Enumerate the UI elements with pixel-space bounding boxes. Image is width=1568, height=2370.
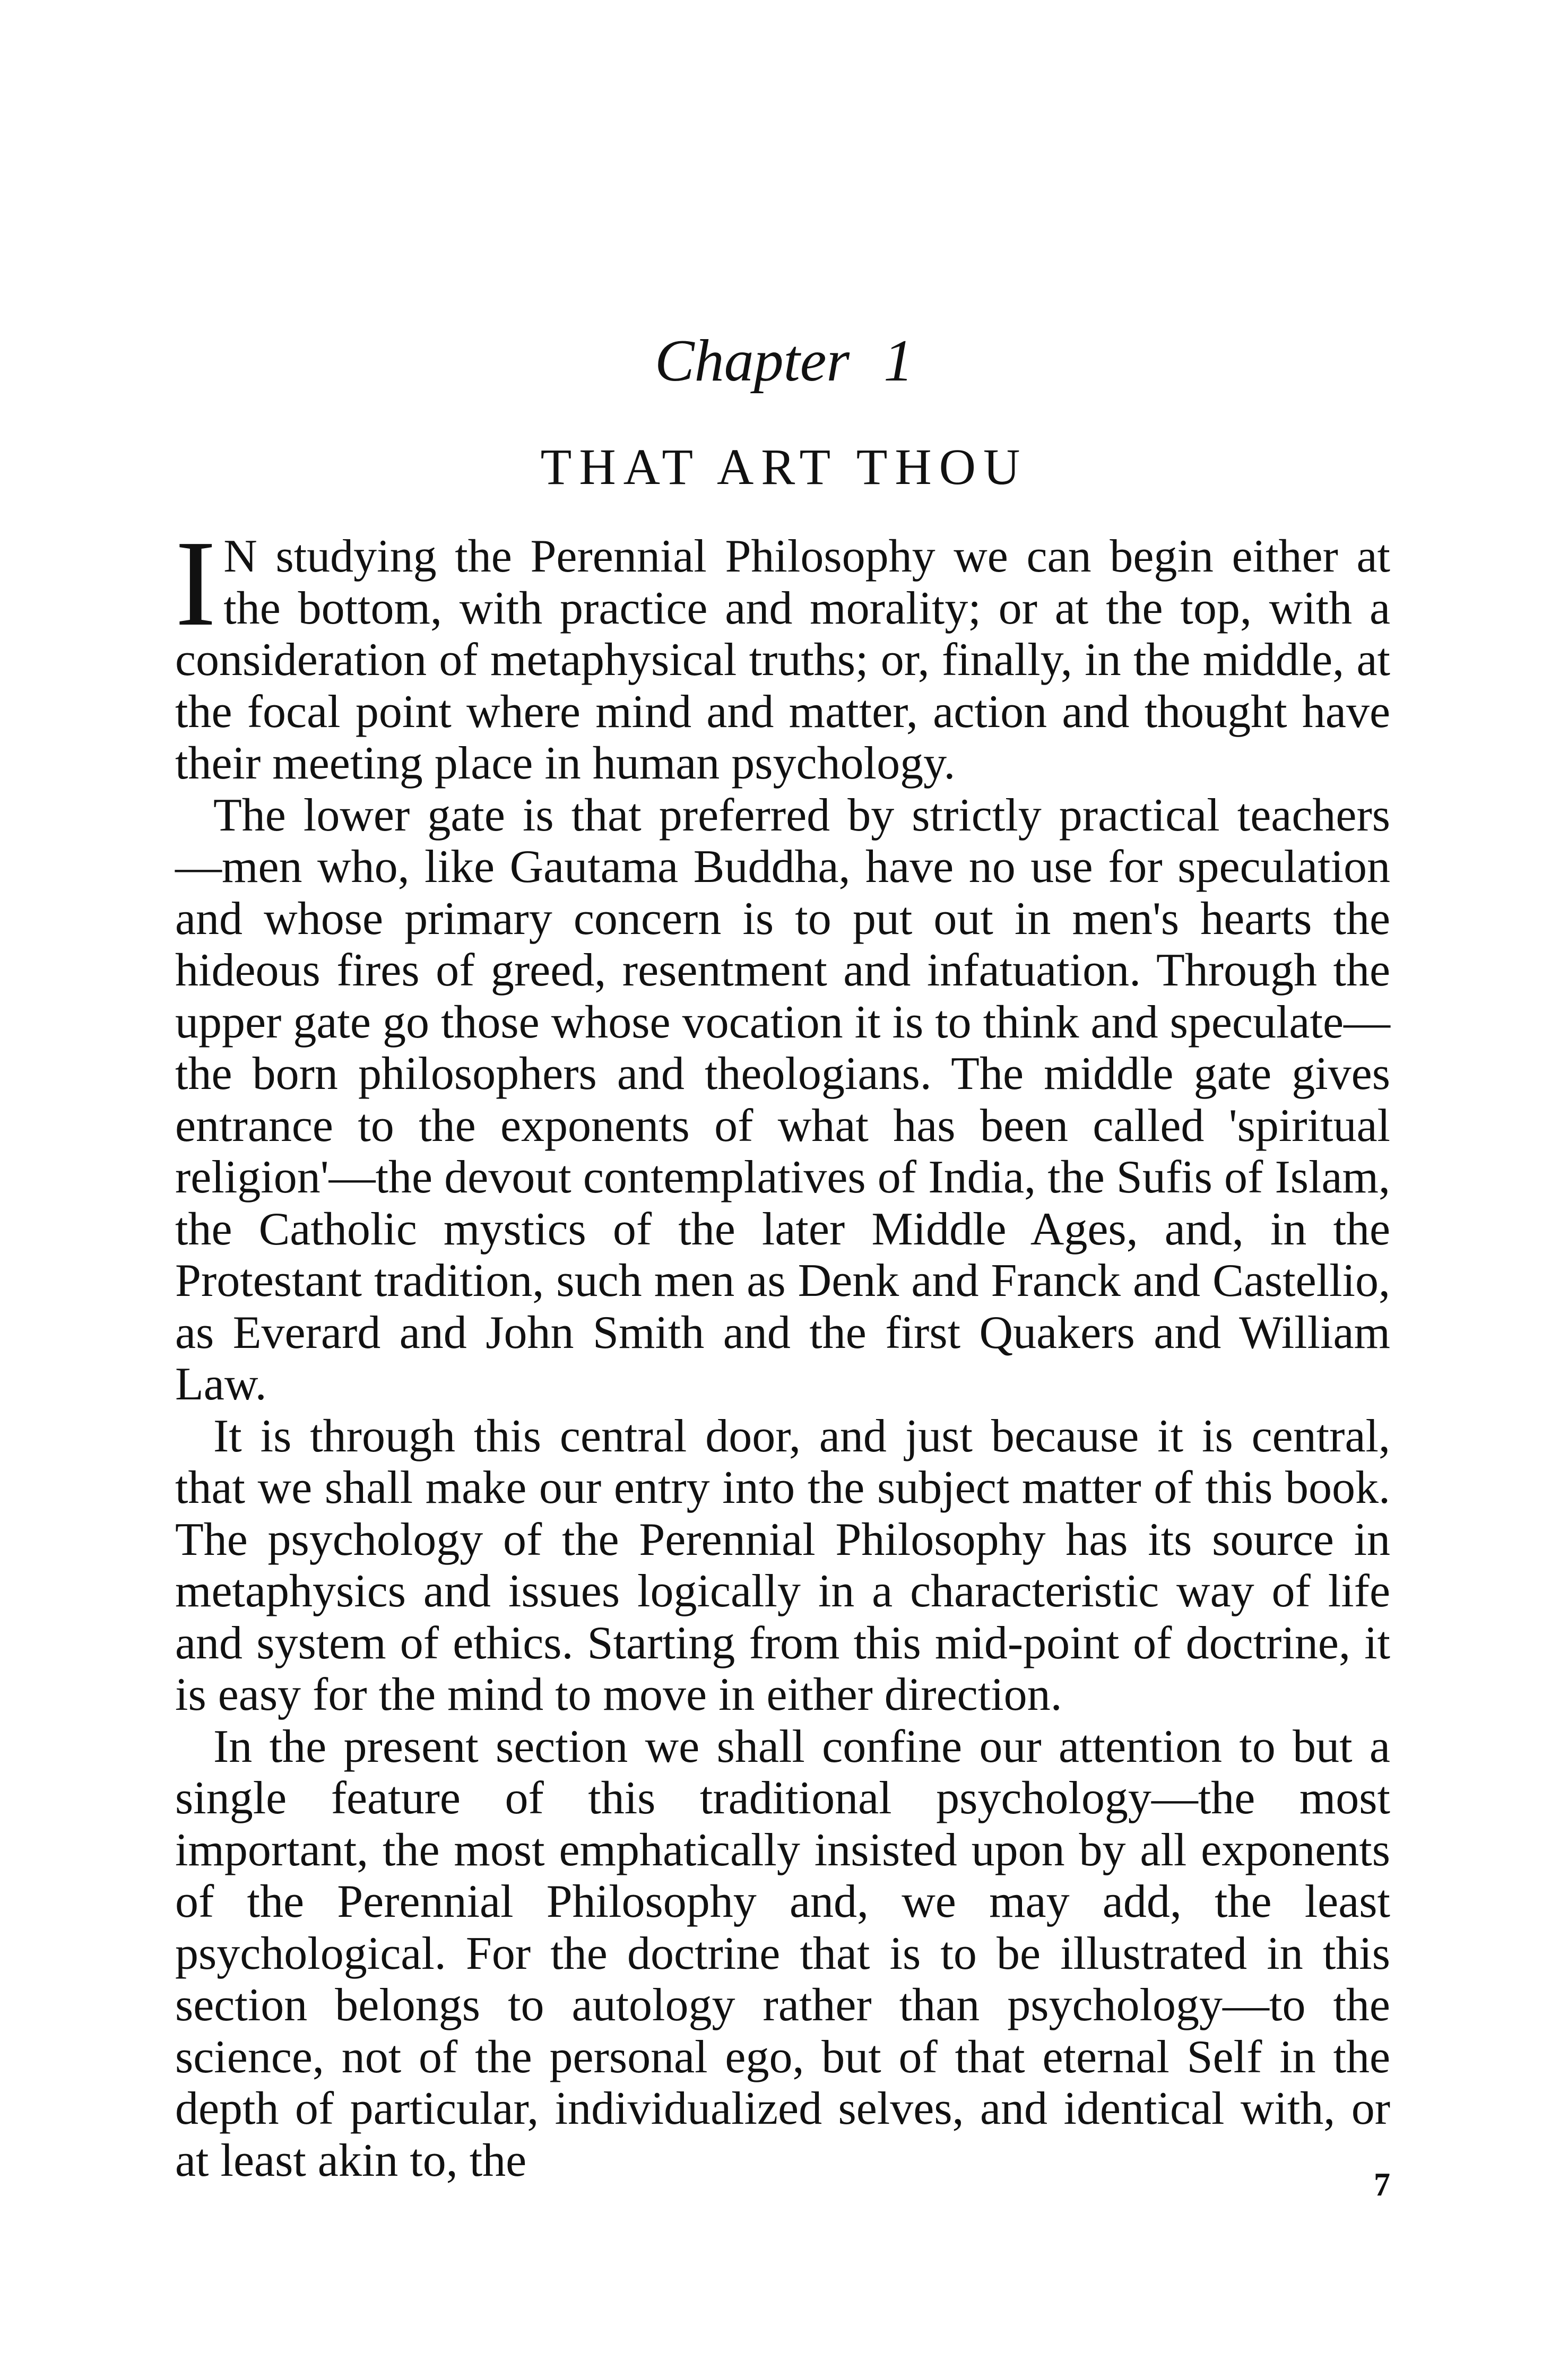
paragraph: It is through this central door, and just because it is central, that we shall make our entry into the subject matter of this book. The psychology of the Perennial Philosophy has its source in metaphysics and issues logically in a characteristic way of life and system of ethics. Starting from this mid-point of doctrine, it is easy for the mind to move in either direction. [175,1410,1390,1720]
chapter-label: Chapter [654,328,850,394]
page-number: 7 [1374,2167,1390,2203]
paragraph-text: N studying the Perennial Philosophy we can begin either at the bottom, with practice and morality; or at the top, with a consideration of metaphysical truths; or, finally, in the middle, at the focal point where mind and matter, action and thought have their meeting place in human psychology. [175,531,1390,789]
chapter-title: THAT ART THOU [540,438,1028,495]
body-text [175,515,1390,2186]
paragraph: The lower gate is that preferred by strictly practical teachers —men who, like Gautama Buddha, have no use for speculation and whose primary concern is to put out in men's hearts the hideous fires of greed, resentment and infatuation. Through the upper gate go those whose vocation it is to think and speculate—the born philosophers and theologians. The middle gate gives entrance to the exponents of what has been called 'spiritual religion'—the devout contemplatives of India, the Sufis of Islam, the Catholic mystics of the later Middle Ages, and, in the Protestant tradition, such men as Denk and Franck and Castellio, as Everard and John Smith and the first Quakers and William Law. [175,789,1390,1410]
drop-cap: I [175,515,216,652]
chapter-number: 1 [883,328,914,394]
paragraph: In the present section we shall confine our attention to but a single feature of this traditional psychology—the most important, the most emphatically insisted upon by all exponents of the Perennial Philosophy and, we may add, the least psychological. For the doctrine that is to be illustrated in this section belongs to autology rather than psychology—to the science, not of the personal ego, but of that eternal Self in the depth of particular, individualized selves, and identical with, or at least akin to, the [175,1720,1390,2186]
paragraph [175,515,1390,790]
chapter-heading [0,324,1568,398]
